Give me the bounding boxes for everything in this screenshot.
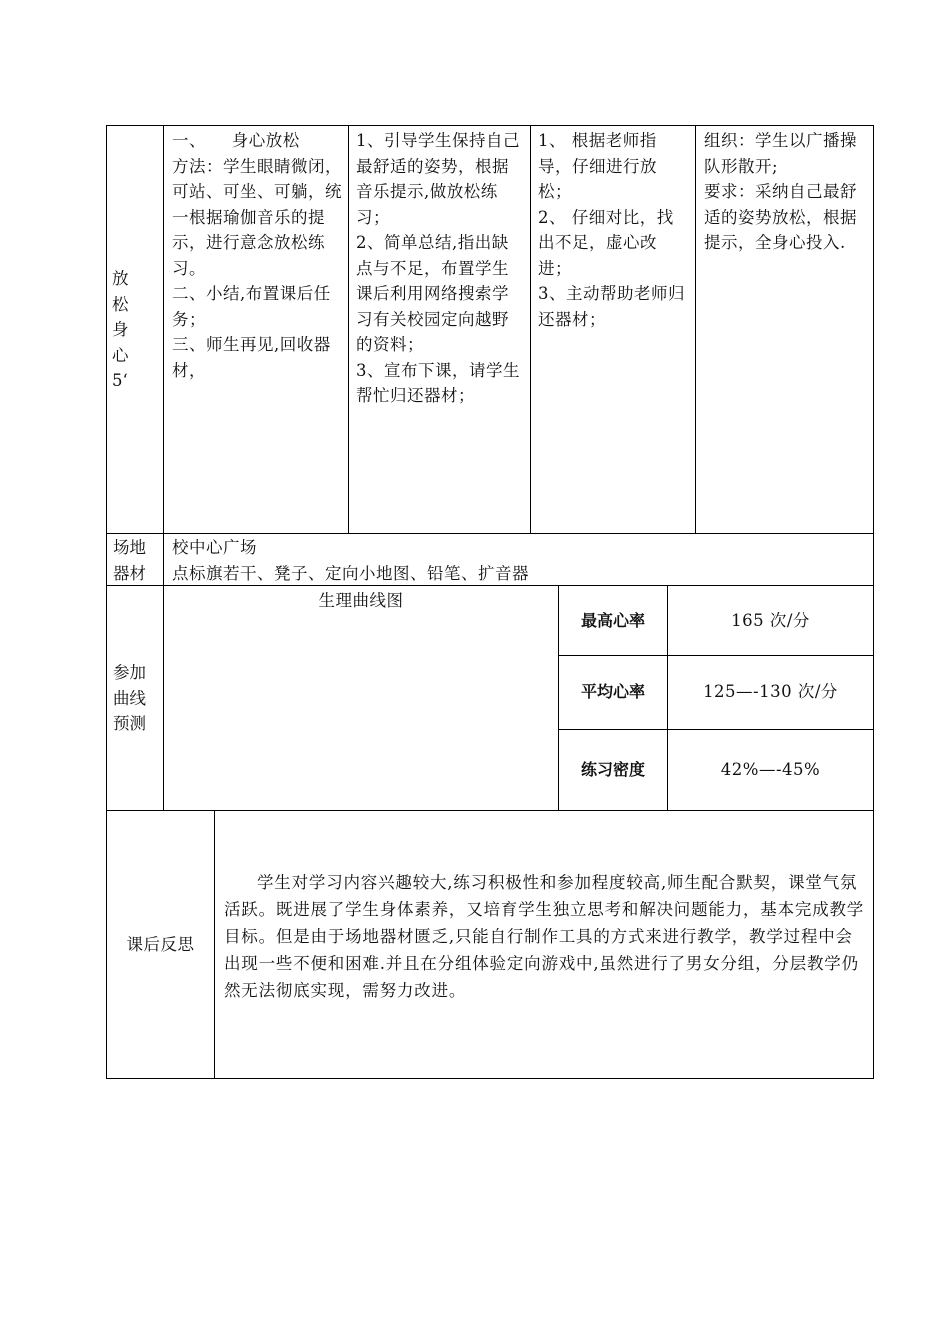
exercise-density-value: 42%—-45% (720, 760, 821, 779)
student-step-3: 3、主动帮助老师归还器材； (538, 284, 685, 329)
exercise-density-label: 练习密度 (580, 760, 645, 779)
label-col-divider (163, 125, 164, 811)
venue-content (172, 535, 862, 586)
chart-title: 生理曲线图 (318, 591, 404, 610)
table-border-top (106, 125, 874, 126)
student-step-1: 1、 根据老师指导，仔细进行放松； (538, 131, 657, 201)
relax-label-char: 身 (112, 320, 129, 339)
reflection-text: 学生对学习内容兴趣较大,练习积极性和参加程度较高,师生配合默契，课堂气氛活跃。既进展了学生身体素养，又培育学生独立思考和解决问题能力，基本完成教学目标。但是由于场地器材匮乏,只能自行制作工具的方式来进行教学，教学过程中会出现一些不便和困难.并且在分组体验定向游戏中,虽然进行了男女分组，分层教学仍然无法彻底实现，需努力改进。 (224, 873, 865, 1000)
curve-label: 参加曲线预测 (113, 663, 146, 733)
relax-content (172, 128, 343, 383)
avg-heart-rate-label: 平均心率 (580, 682, 645, 701)
relax-content-method: 方法：学生眼睛微闭，可站、可坐、可躺，统一根据瑜伽音乐的提示，进行意念放松练习。 (172, 156, 342, 278)
equipment-list: 点标旗若干、凳子、定向小地图、铅笔、扩音器 (172, 563, 529, 583)
table-border-bottom (106, 1078, 874, 1079)
relax-content-summary: 二、小结,布置课后任务； (172, 284, 331, 329)
avg-heart-rate-value: 125—-130 次/分 (703, 682, 838, 701)
row-divider-3 (106, 810, 874, 811)
col-divider-b (530, 125, 531, 534)
teacher-step-2: 2、简单总结,指出缺点与不足，布置学生课后利用网络搜索学习有关校园定向越野的资料； (356, 233, 509, 354)
row-divider-1 (106, 533, 874, 534)
requirements-text: 要求：采纳自己最舒适的姿势放松，根据提示，全身心投入. (704, 182, 857, 252)
venue-label: 场地器材 (113, 538, 146, 583)
relax-label-char: 放 (112, 269, 129, 288)
table-border-right (873, 125, 874, 1079)
reflection-col-divider (214, 810, 215, 1079)
teacher-activity (356, 128, 525, 409)
reflection-label: 课后反思 (126, 935, 195, 954)
metric-row-divider-2 (558, 729, 874, 730)
metric-row-divider-1 (558, 655, 874, 656)
venue-location: 校中心广场 (172, 538, 257, 557)
organization-text: 组织：学生以广播操队形散开; (704, 131, 857, 176)
col-divider-a (348, 125, 349, 534)
relax-content-farewell: 三、师生再见,回收器材， (172, 335, 331, 380)
col-divider-c (695, 125, 696, 534)
student-step-2: 2、 仔细对比，找出不足，虚心改进； (538, 207, 674, 278)
teacher-step-3: 3、宣布下课，请学生帮忙归还器材； (356, 360, 520, 405)
relax-label (112, 266, 160, 394)
relax-label-char: 5‘ (112, 371, 128, 390)
student-activity (538, 128, 690, 332)
max-heart-rate-label: 最高心率 (580, 611, 645, 630)
relax-label-char: 松 (112, 294, 129, 314)
organization-requirements (704, 128, 868, 256)
relax-label-char: 心 (112, 345, 129, 365)
max-heart-rate-value: 165 次/分 (731, 611, 810, 630)
teacher-step-1: 1、引导学生保持自己最舒适的姿势，根据音乐提示,做放松练习； (356, 131, 520, 227)
relax-content-heading: 一、 身心放松 (172, 131, 300, 150)
